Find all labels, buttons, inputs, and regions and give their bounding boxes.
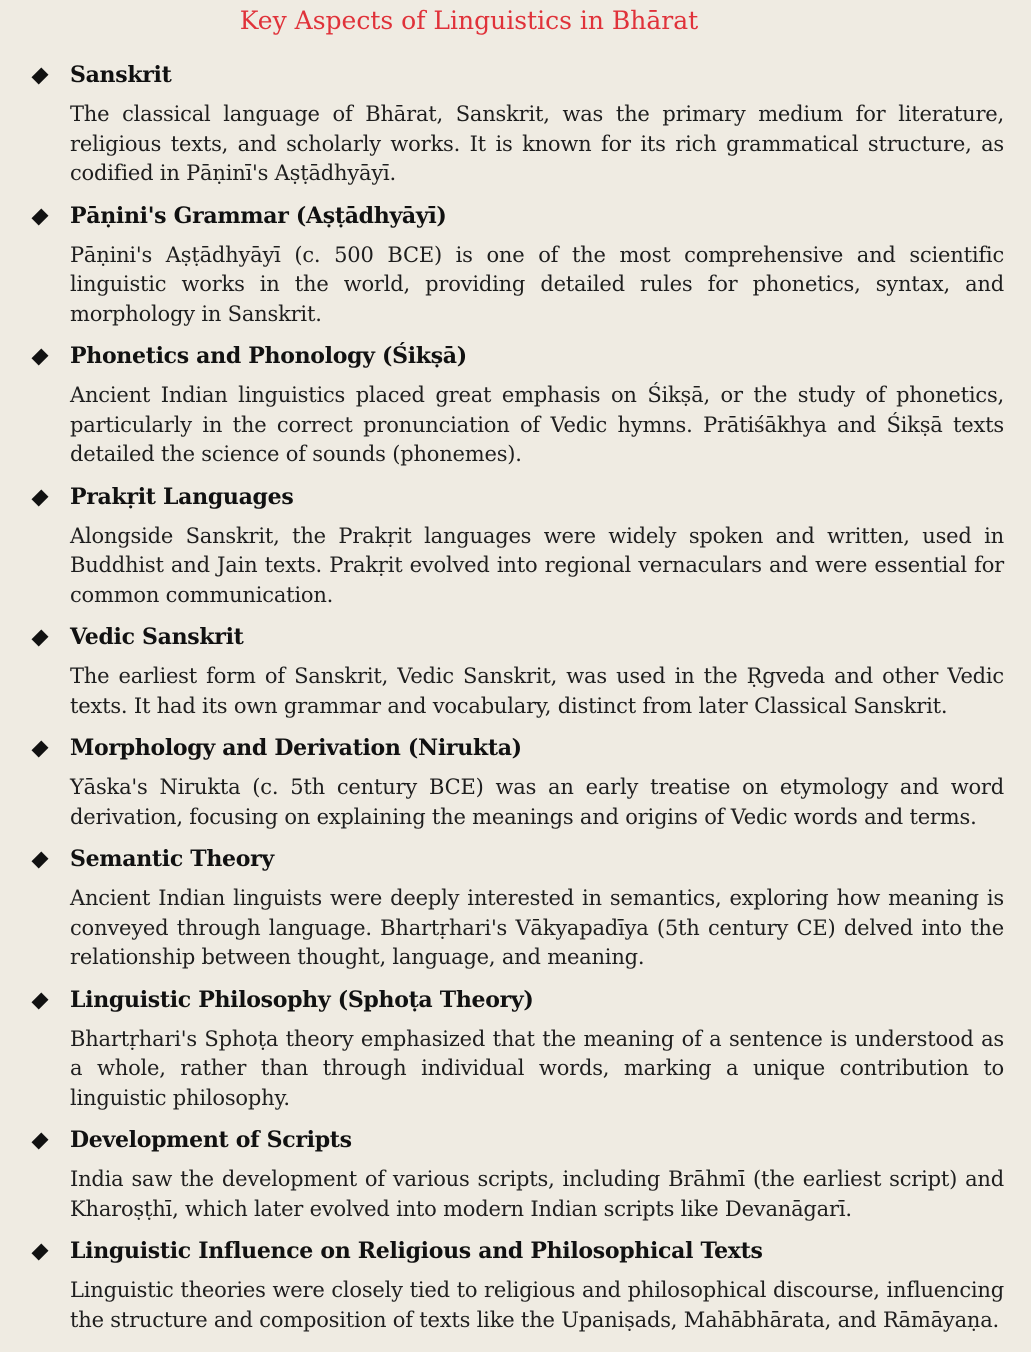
list-item [0, 985, 1031, 1114]
item-heading: Morphology and Derivation (Nirukta) [70, 735, 522, 761]
list-item [0, 733, 1031, 832]
item-heading: Development of Scripts [70, 1127, 352, 1153]
item-heading: Prakṛit Languages [70, 483, 294, 510]
page-title: Key Aspects of Linguistics in Bhārat [239, 6, 699, 35]
item-heading: Sanskrit [70, 62, 172, 88]
item-body: Yāska's Nirukta (c. 5th century BCE) was an early treatise on etymology and word derivation, focusing on explaining the meanings and origins of Vedic words and terms. [70, 775, 1004, 829]
item-body: Linguistic theories were closely tied to religious and philosophical discourse, influencing the structure and composition of texts like the Upaniṣads, Mahābhārata, and Rāmāyaṇa. [70, 1278, 1004, 1332]
aspects-list [0, 60, 1031, 1335]
list-item [0, 201, 1031, 330]
item-body: Alongside Sanskrit, the Prakṛit languages were widely spoken and written, used in Buddhist and Jain texts. Prakṛit evolved into regional vernaculars and were essential for common communication. [70, 523, 1004, 607]
item-body: India saw the development of various scripts, including Brāhmī (the earliest script) and Kharoṣṭhī, which later evolved into modern Indian scripts like Devanāgarī. [70, 1167, 1004, 1221]
item-heading: Pāṇini's Grammar (Aṣṭādhyāyī) [70, 202, 447, 229]
list-item [0, 60, 1031, 189]
item-heading: Linguistic Philosophy (Sphoṭa Theory) [70, 986, 534, 1013]
item-body: Ancient Indian linguists were deeply interested in semantics, exploring how meaning is conveyed through language. Bhartṛhari's Vākyapadīya (5th century CE) delved into the relationship between thought, language, and meaning. [70, 886, 1004, 969]
list-item [0, 1125, 1031, 1224]
list-item [0, 341, 1031, 470]
item-body: The earliest form of Sanskrit, Vedic Sanskrit, was used in the Ṛgveda and other Vedic texts. It had its own grammar and vocabulary, distinct from later Classical Sanskrit. [70, 664, 1004, 718]
item-body: Bhartṛhari's Sphoṭa theory emphasized that the meaning of a sentence is understood as a whole, rather than through individual words, marking a unique contribution to linguistic philosophy. [70, 1026, 1004, 1110]
item-heading: Phonetics and Phonology (Śikṣā) [70, 343, 467, 369]
item-body: The classical language of Bhārat, Sanskrit, was the primary medium for literature, religious texts, and scholarly works. It is known for its rich grammatical structure, as codified in Pāṇinī's Aṣṭādhyāyī. [70, 102, 1004, 185]
item-body: Ancient Indian linguistics placed great emphasis on Śikṣā, or the study of phonetics, particularly in the correct pronunciation of Vedic hymns. Prātiśākhya and Śikṣā texts detailed the science of sounds (phonemes). [70, 383, 1004, 466]
list-item [0, 844, 1031, 973]
list-item [0, 482, 1031, 611]
list-item [0, 1236, 1031, 1335]
list-item [0, 622, 1031, 721]
item-body: Pāṇini's Aṣṭādhyāyī (c. 500 BCE) is one of the most comprehensive and scientific linguistic works in the world, providing detailed rules for phonetics, syntax, and morphology in Sanskrit. [70, 242, 1004, 326]
item-heading: Linguistic Influence on Religious and Philosophical Texts [70, 1238, 763, 1264]
item-heading: Semantic Theory [70, 846, 274, 872]
item-heading: Vedic Sanskrit [70, 624, 244, 650]
